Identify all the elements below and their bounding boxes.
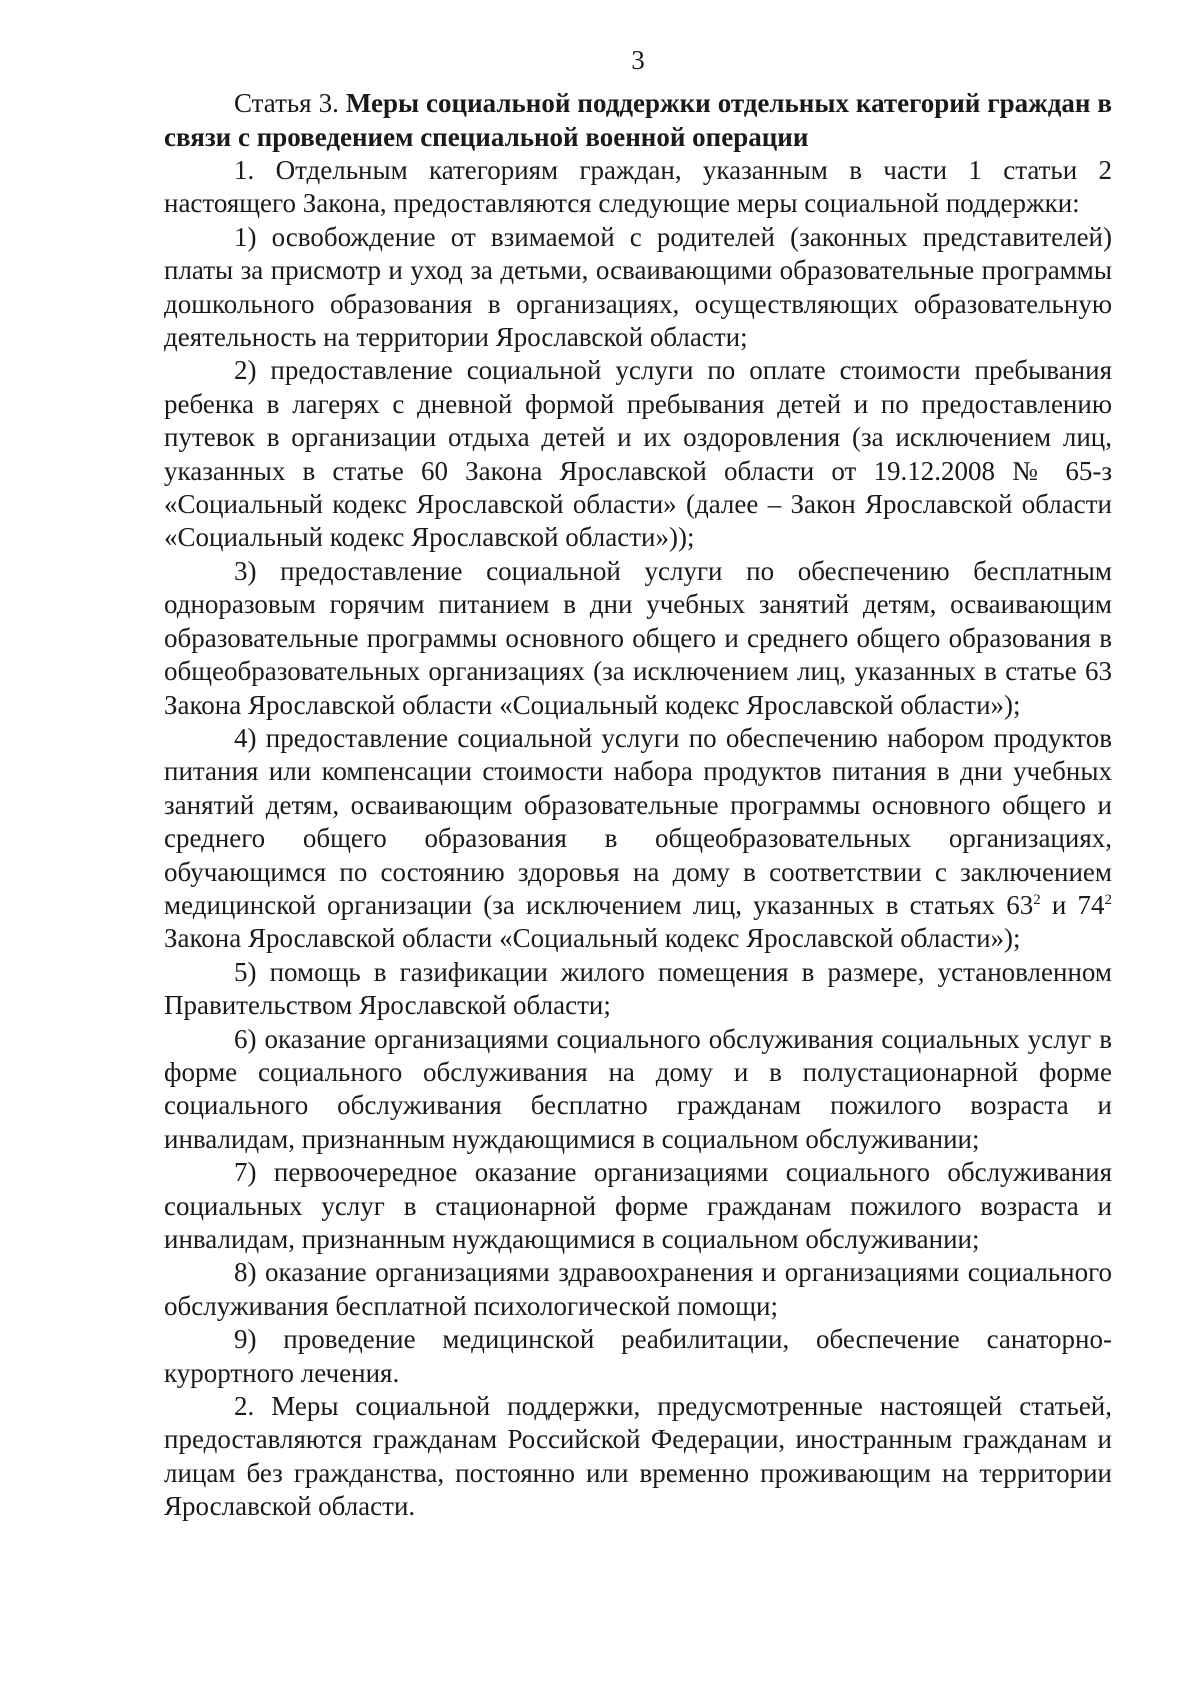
article-label: Статья 3.	[234, 88, 339, 118]
list-item-8: 8) оказание организациями здравоохранения и организациями социального обслуживания бесплатной психологической помощи;	[164, 1257, 1112, 1321]
article-heading	[164, 86, 1112, 154]
list-item-3: 3) предоставление социальной услуги по обеспечению бесплатным одноразовым горячим питанием в дни учебных занятий детям, осваивающим образовательные программы основного общего и среднего общего образования в общеобразовательных организациях (за исключением лиц, указанных в статье 63 Закона Ярославской области «Социальный кодекс Ярославской области»);	[164, 555, 1112, 720]
list-item-4-text-middle: и 74	[1040, 889, 1105, 920]
superscript-1: 2	[1033, 891, 1041, 908]
part-2-text: 2. Меры социальной поддержки, предусмотренные настоящей статьей, предоставляются гражданам Российской Федерации, иностранным гражданам и лицам без гражданства, постоянно или временно проживающим на территории Ярославской области.	[164, 1391, 1112, 1522]
list-item-4-text-before: 4) предоставление социальной услуги по обеспечению набором продуктов питания или компенсации стоимости набора продуктов питания в дни учебных занятий детям, осваивающим образовательные программы основного общего и среднего общего образования в общеобразовательных организациях, обучающимся по состоянию здоровья на дому в соответствии с заключением медицинской организации (за исключением лиц, указанных в статьях 63	[164, 722, 1112, 920]
list-item-2: 2) предоставление социальной услуги по оплате стоимости пребывания ребенка в лагерях с дневной формой пребывания детей и по предоставлению путевок в организации отдыха детей и их оздоровления (за исключением лиц, указанных в статье 60 Закона Ярославской области от 19.12.2008 № 65-з «Социальный кодекс Ярославской области» (далее – Закон Ярославской области «Социальный кодекс Ярославской области»));	[164, 355, 1112, 553]
list-item-9: 9) проведение медицинской реабилитации, обеспечение санаторно-курортного лечения.	[164, 1324, 1112, 1388]
list-item-6: 6) оказание организациями социального обслуживания социальных услуг в форме социального обслуживания на дому и в полустационарной форме социального обслуживания бесплатно гражданам пожилого возраста и инвалидам, признанным нуждающимися в социальном обслуживании;	[164, 1023, 1112, 1154]
list-item-5: 5) помощь в газификации жилого помещения в размере, установленном Правительством Ярославской области;	[164, 956, 1112, 1021]
list-item-7: 7) первоочередное оказание организациями социального обслуживания социальных услуг в стационарной форме гражданам пожилого возраста и инвалидам, признанным нуждающимися в социальном обслуживании;	[164, 1157, 1112, 1254]
page-number: 3	[631, 45, 645, 75]
list-item-4-text-after: Закона Ярославской области «Социальный кодекс Ярославской области»);	[164, 923, 1021, 954]
article-title: Меры социальной поддержки отдельных категорий граждан в связи с проведением специальной военной операции	[164, 88, 1112, 152]
list-item-4	[164, 722, 1112, 956]
superscript-2: 2	[1104, 891, 1112, 908]
list-item-1: 1) освобождение от взимаемой с родителей (законных представителей) платы за присмотр и уход за детьми, осваивающими образовательные программы дошкольного образования в организациях, осуществляющих образовательную деятельность на территории Ярославской области;	[164, 221, 1112, 353]
part-1-intro: 1. Отдельным категориям граждан, указанным в части 1 статьи 2 настоящего Закона, предоставляются следующие меры социальной поддержки:	[164, 155, 1112, 219]
document-page	[164, 40, 1112, 1524]
